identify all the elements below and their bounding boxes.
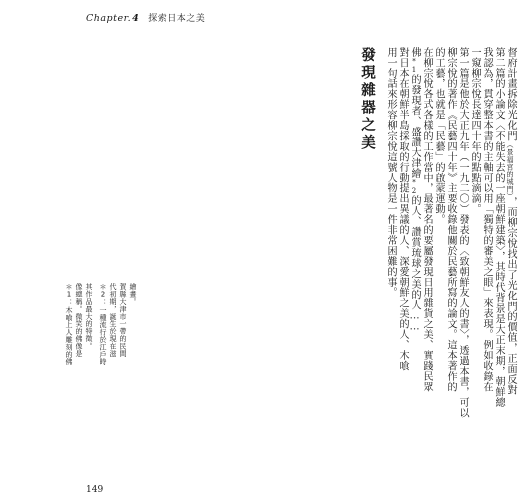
footnote-ref-1[interactable]: *1 [410,57,418,75]
body-line-9: 我認為，貫穿整本書的主軸可以用「獨特的審美之眼」來表現。例如收錄在 [481,47,492,392]
running-head [86,11,205,24]
side-note-line-2: 像總稱。微笑的佛像是 [75,283,83,357]
side-note-line-4: ＊2：一種流行於江戶時 [99,283,107,366]
body-line-3 [408,47,420,333]
body-line-11 [504,47,516,395]
body-line-11-part-a: 督府計畫拆除光化門 [505,47,516,142]
section-heading: 發現雜器之美 [359,47,375,152]
body-line-7: 第一篇是他於大正九年（一九二〇）發表的〈致朝鮮友人的書〉，透過本書，可以 [457,47,468,419]
body-line-11-part-b: ，而柳宗悅找出了光化門的價值，正面反對 [505,196,516,395]
body-line-3-part-a: 佛 [409,47,420,58]
body-line-10: 第二篇的小論文〈不能失去的一座朝鮮建築〉，其時代背景是大正末期，朝鮮總 [493,47,504,408]
footnote-ref-2[interactable]: *2 [410,178,418,196]
body-line-11-gloss: （景福宮的城門） [506,141,514,197]
side-note-line-7: 繪畫。 [129,283,137,306]
side-note-line-5: 代初期，誕生於現在滋 [109,283,117,357]
body-line-2: 對日本在朝鮮半島採取的行動提出異議的人、深愛朝鮮之美的人、木喰 [397,47,408,371]
page-number: 149 [86,485,104,495]
side-note-line-1: ＊1：木喰上人雕刻的佛 [65,283,73,366]
section-title: 探索日本之美 [148,14,206,24]
body-line-4: 在柳宗悅各式各樣的工作當中，最著名的要屬發現日用雜貨之美、實踐民眾 [421,47,432,392]
body-line-6: 柳宗悅的著作《民藝四十年》主要收錄他關於民藝所寫的論文。這本著作的 [445,47,456,392]
side-note-line-3: 其作品最大的特徵。 [85,283,93,350]
body-line-8: 一窺柳宗悅長達四十年的點點滴滴。 [469,47,480,215]
body-line-5: 的工藝，也就是「民藝」的啟蒙運動。 [433,47,444,225]
chapter-label: Chapter. [86,13,132,24]
body-line-1: 用一句話來形容柳宗悅這號人物是一件非常困難的事。 [385,47,396,298]
body-line-3-part-c: 的人、讚賞琉球之美的人…… [409,195,420,334]
chapter-number: 4 [132,13,140,24]
body-line-3-part-b: 的發現者、盛讚大津繪 [409,74,420,179]
side-note-line-6: 賀縣大津市一帶的民間 [119,283,127,357]
